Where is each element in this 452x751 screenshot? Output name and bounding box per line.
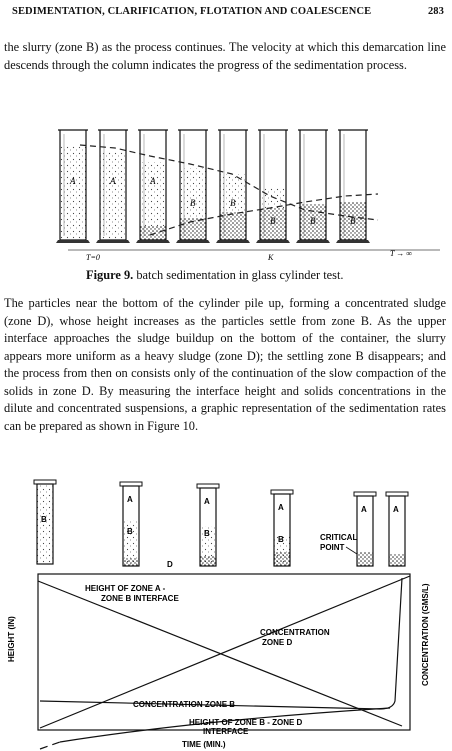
cylinder (56, 130, 90, 243)
cylinder-zone-b-label: B (270, 216, 276, 226)
fig10-zone-a-label: A (204, 497, 210, 506)
x-axis-label: TIME (MIN.) (182, 740, 226, 749)
fig10-cylinder (271, 490, 293, 566)
fig10-zone-b-label: B (41, 515, 47, 524)
label-conc-d: CONCENTRATION ZONE D (260, 628, 330, 647)
cylinder-zone-a-label: A (150, 176, 156, 186)
cylinder (176, 130, 210, 243)
cylinder-zone-b-label: B (310, 216, 316, 226)
cylinder-zone-b-label: B (190, 198, 196, 208)
fig10-zone-a-label: A (393, 505, 399, 514)
fig10-cylinder (386, 492, 408, 566)
running-title: SEDIMENTATION, CLARIFICATION, FLOTATION AND COALESCENCE (12, 6, 372, 17)
figure-9-caption (86, 268, 344, 283)
label-k: K (268, 253, 274, 262)
page-number: 283 (427, 6, 444, 17)
cylinder (256, 130, 290, 243)
label-zone-bd: HEIGHT OF ZONE B - ZONE D INTERFACE (189, 718, 303, 736)
fig10-zone-a-label: A (361, 505, 367, 514)
concentration-b-curve (40, 578, 402, 709)
cylinder-zone-b-label: B (350, 216, 356, 226)
fig10-zone-b-label: B (278, 535, 284, 544)
cylinder (336, 130, 370, 243)
cylinder-zone-b-label: B (230, 198, 236, 208)
zone-bd-curve (40, 742, 60, 749)
cylinder-zone-a-label: A (70, 176, 76, 186)
caption-label: Figure 9. (86, 268, 134, 282)
paragraph-1: the slurry (zone B) as the process continues. The velocity at which this demarcation line descends through the column indicates the progress of the sedimentation process. (4, 40, 446, 72)
y-axis-right-label: CONCENTRATION (GMS/L) (421, 583, 430, 686)
label-t0: T=0 (86, 253, 100, 262)
figure-9-cylinders (0, 122, 452, 262)
cylinder-zone-a-label: A (110, 176, 116, 186)
fig10-zone-a-label: A (278, 503, 284, 512)
running-head (4, 6, 444, 20)
y-axis-left-label: HEIGHT (IN) (7, 616, 16, 662)
zone-d-label: D (167, 560, 173, 569)
fig10-zone-a-label: A (127, 495, 133, 504)
cylinder (136, 130, 170, 243)
label-zone-ab: HEIGHT OF ZONE A -ZONE B INTERFACE (85, 584, 179, 603)
label-conc-b: CONCENTRATION ZONE B (133, 700, 236, 709)
cylinder (296, 130, 330, 243)
label-t-infinity: T → ∞ (390, 249, 413, 258)
critical-point-label: CRITICAL POINT (320, 533, 358, 552)
fig10-zone-b-label: B (204, 529, 210, 538)
caption-text: batch sedimentation in glass cylinder test. (133, 268, 344, 282)
cylinder (216, 130, 250, 243)
figure-10 (0, 476, 452, 751)
fig10-cylinder (354, 492, 376, 566)
fig10-zone-b-label: B (127, 527, 133, 536)
paragraph-2: The particles near the bottom of the cylinder pile up, forming a concentrated sludge (zone D), whose height increases as the particles settle from zone B. As the upper interface approaches the sludge buildup on the bottom of the container, the slurry appears more uniform as a heavy sludge (zone D); the settling zone B disappears; and the process from then on consists only of the continuation of the slow compaction of the solids in zone D. By measuring the interface height and solids concentrations in the dilute and concentrated suspensions, a graphic representation of the sedimentation rates can be prepared as shown in Figure 10. (4, 296, 446, 433)
